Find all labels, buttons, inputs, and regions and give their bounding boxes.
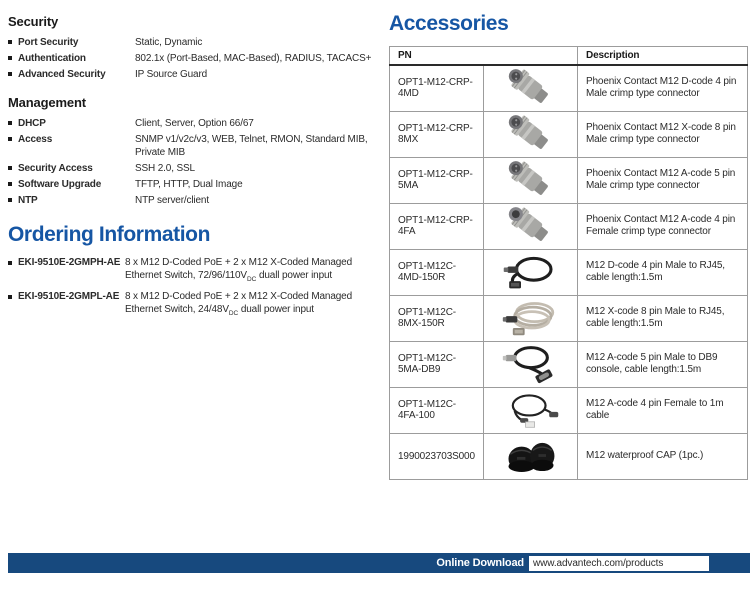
m12-connector-icon — [503, 114, 559, 154]
bullet-icon — [8, 133, 18, 159]
section-management — [8, 95, 380, 207]
order-desc-subscript: DC — [246, 276, 257, 283]
photo-cell — [484, 111, 578, 157]
photo-cell — [484, 157, 578, 203]
spec-value: SSH 2.0, SSL — [135, 163, 195, 174]
management-heading: Management — [8, 95, 86, 110]
spec-value: TFTP, HTTP, Dual Image — [135, 179, 243, 190]
order-description — [125, 290, 380, 320]
spec-value: SNMP v1/v2c/v3, WEB, Telnet, RMON, Standard MIB, Private MIB — [135, 134, 368, 158]
order-item — [8, 290, 380, 320]
table-row — [390, 157, 748, 203]
order-desc-line2: Ethernet Switch, 72/96/110V — [125, 270, 247, 281]
online-download-label: Online Download — [436, 557, 524, 569]
accessories-table — [389, 46, 748, 480]
spec-value: Static, Dynamic — [135, 37, 203, 48]
description-cell: M12 X-code 8 pin Male to RJ45, cable length:1.5m — [578, 295, 748, 341]
spec-row — [8, 178, 380, 191]
security-heading: Security — [8, 14, 59, 29]
table-row — [390, 65, 748, 111]
spec-label: NTP — [18, 195, 38, 206]
bullet-icon — [8, 52, 18, 65]
bullet-icon — [8, 162, 18, 175]
photo-cell — [484, 341, 578, 387]
photo-cell — [484, 249, 578, 295]
footer-bar — [8, 553, 750, 573]
spec-label: Port Security — [18, 37, 79, 48]
table-row — [390, 341, 748, 387]
table-row — [390, 295, 748, 341]
m12-connector-icon — [503, 68, 559, 108]
accessories-title: Accessories — [389, 12, 509, 35]
description-cell: Phoenix Contact M12 D-code 4 pin Male crimp type connector — [578, 65, 748, 111]
bullet-icon — [8, 68, 18, 81]
spec-label: DHCP — [18, 118, 46, 129]
spec-value: IP Source Guard — [135, 69, 208, 80]
pn-cell: 1990023703S000 — [390, 433, 484, 479]
bullet-icon — [8, 194, 18, 207]
bullet-icon — [8, 117, 18, 130]
spec-label: Software Upgrade — [18, 179, 102, 190]
table-row — [390, 387, 748, 433]
bullet-icon — [8, 178, 18, 191]
db9-cable-icon — [501, 344, 561, 384]
order-description — [125, 256, 380, 286]
description-cell: M12 A-code 5 pin Male to DB9 console, cable length:1.5m — [578, 341, 748, 387]
spec-label: Authentication — [18, 53, 86, 64]
black-cable-icon — [501, 252, 561, 292]
order-desc-line2-post: duall power input — [256, 270, 333, 281]
spec-value: Client, Server, Option 66/67 — [135, 118, 254, 129]
pn-cell: OPT1-M12-CRP-4FA — [390, 203, 484, 249]
spec-value: 802.1x (Port-Based, MAC-Based), RADIUS, TACACS+ — [135, 53, 372, 64]
bullet-icon — [8, 257, 18, 265]
order-desc-line2-post: duall power input — [238, 304, 314, 315]
spec-row — [8, 117, 380, 130]
description-cell: Phoenix Contact M12 A-code 4 pin Female crimp type connector — [578, 203, 748, 249]
spec-label: Access — [18, 134, 53, 145]
order-sku: EKI-9510E-2GMPH-AE — [8, 256, 125, 286]
table-row — [390, 111, 748, 157]
table-row — [390, 249, 748, 295]
spec-row — [8, 162, 380, 175]
download-url-box[interactable] — [529, 556, 709, 571]
photo-cell — [484, 65, 578, 111]
m12-connector-icon — [503, 160, 559, 200]
spec-value: NTP server/client — [135, 195, 209, 206]
description-cell: Phoenix Contact M12 X-code 8 pin Male crimp type connector — [578, 111, 748, 157]
gray-cable-icon — [501, 298, 561, 338]
pn-cell: OPT1-M12C-4MD-150R — [390, 249, 484, 295]
spec-row — [8, 133, 380, 159]
order-desc-subscript: DC — [228, 310, 239, 317]
loop-cable-icon — [501, 390, 561, 430]
spec-label: Advanced Security — [18, 69, 106, 80]
description-cell: M12 A-code 4 pin Female to 1m cable — [578, 387, 748, 433]
accessories-section — [389, 12, 748, 480]
table-row — [390, 433, 748, 479]
pn-cell: OPT1-M12C-4FA-100 — [390, 387, 484, 433]
table-header-pn: PN — [390, 47, 578, 66]
pn-cell: OPT1-M12-CRP-4MD — [390, 65, 484, 111]
pn-cell: OPT1-M12C-8MX-150R — [390, 295, 484, 341]
ordering-information-title: Ordering Information — [8, 223, 211, 246]
pn-cell: OPT1-M12-CRP-5MA — [390, 157, 484, 203]
order-item — [8, 256, 380, 286]
photo-cell — [484, 295, 578, 341]
m12-connector-icon — [503, 206, 559, 246]
bullet-icon — [8, 36, 18, 49]
order-desc-line1: 8 x M12 D-Coded PoE + 2 x M12 X-Coded Managed — [125, 291, 352, 302]
order-desc-line1: 8 x M12 D-Coded PoE + 2 x M12 X-Coded Managed — [125, 257, 352, 268]
description-cell: M12 D-code 4 pin Male to RJ45, cable length:1.5m — [578, 249, 748, 295]
description-cell: M12 waterproof CAP (1pc.) — [578, 433, 748, 479]
description-cell: Phoenix Contact M12 A-code 5 pin Male crimp type connector — [578, 157, 748, 203]
order-sku: EKI-9510E-2GMPL-AE — [8, 290, 125, 320]
left-column — [8, 14, 380, 324]
download-url[interactable]: www.advantech.com/products — [533, 557, 664, 569]
photo-cell — [484, 433, 578, 479]
spec-row — [8, 36, 380, 49]
waterproof-caps-icon — [501, 435, 561, 477]
table-header-row — [390, 47, 748, 66]
spec-label: Security Access — [18, 163, 93, 174]
order-desc-line2: Ethernet Switch, 24/48V — [125, 304, 229, 315]
bullet-icon — [8, 291, 18, 299]
pn-cell: OPT1-M12C-5MA-DB9 — [390, 341, 484, 387]
photo-cell — [484, 387, 578, 433]
table-header-description: Description — [578, 47, 748, 66]
section-security — [8, 14, 380, 81]
spec-row — [8, 52, 380, 65]
photo-cell — [484, 203, 578, 249]
pn-cell: OPT1-M12-CRP-8MX — [390, 111, 484, 157]
spec-row — [8, 194, 380, 207]
table-row — [390, 203, 748, 249]
spec-row — [8, 68, 380, 81]
